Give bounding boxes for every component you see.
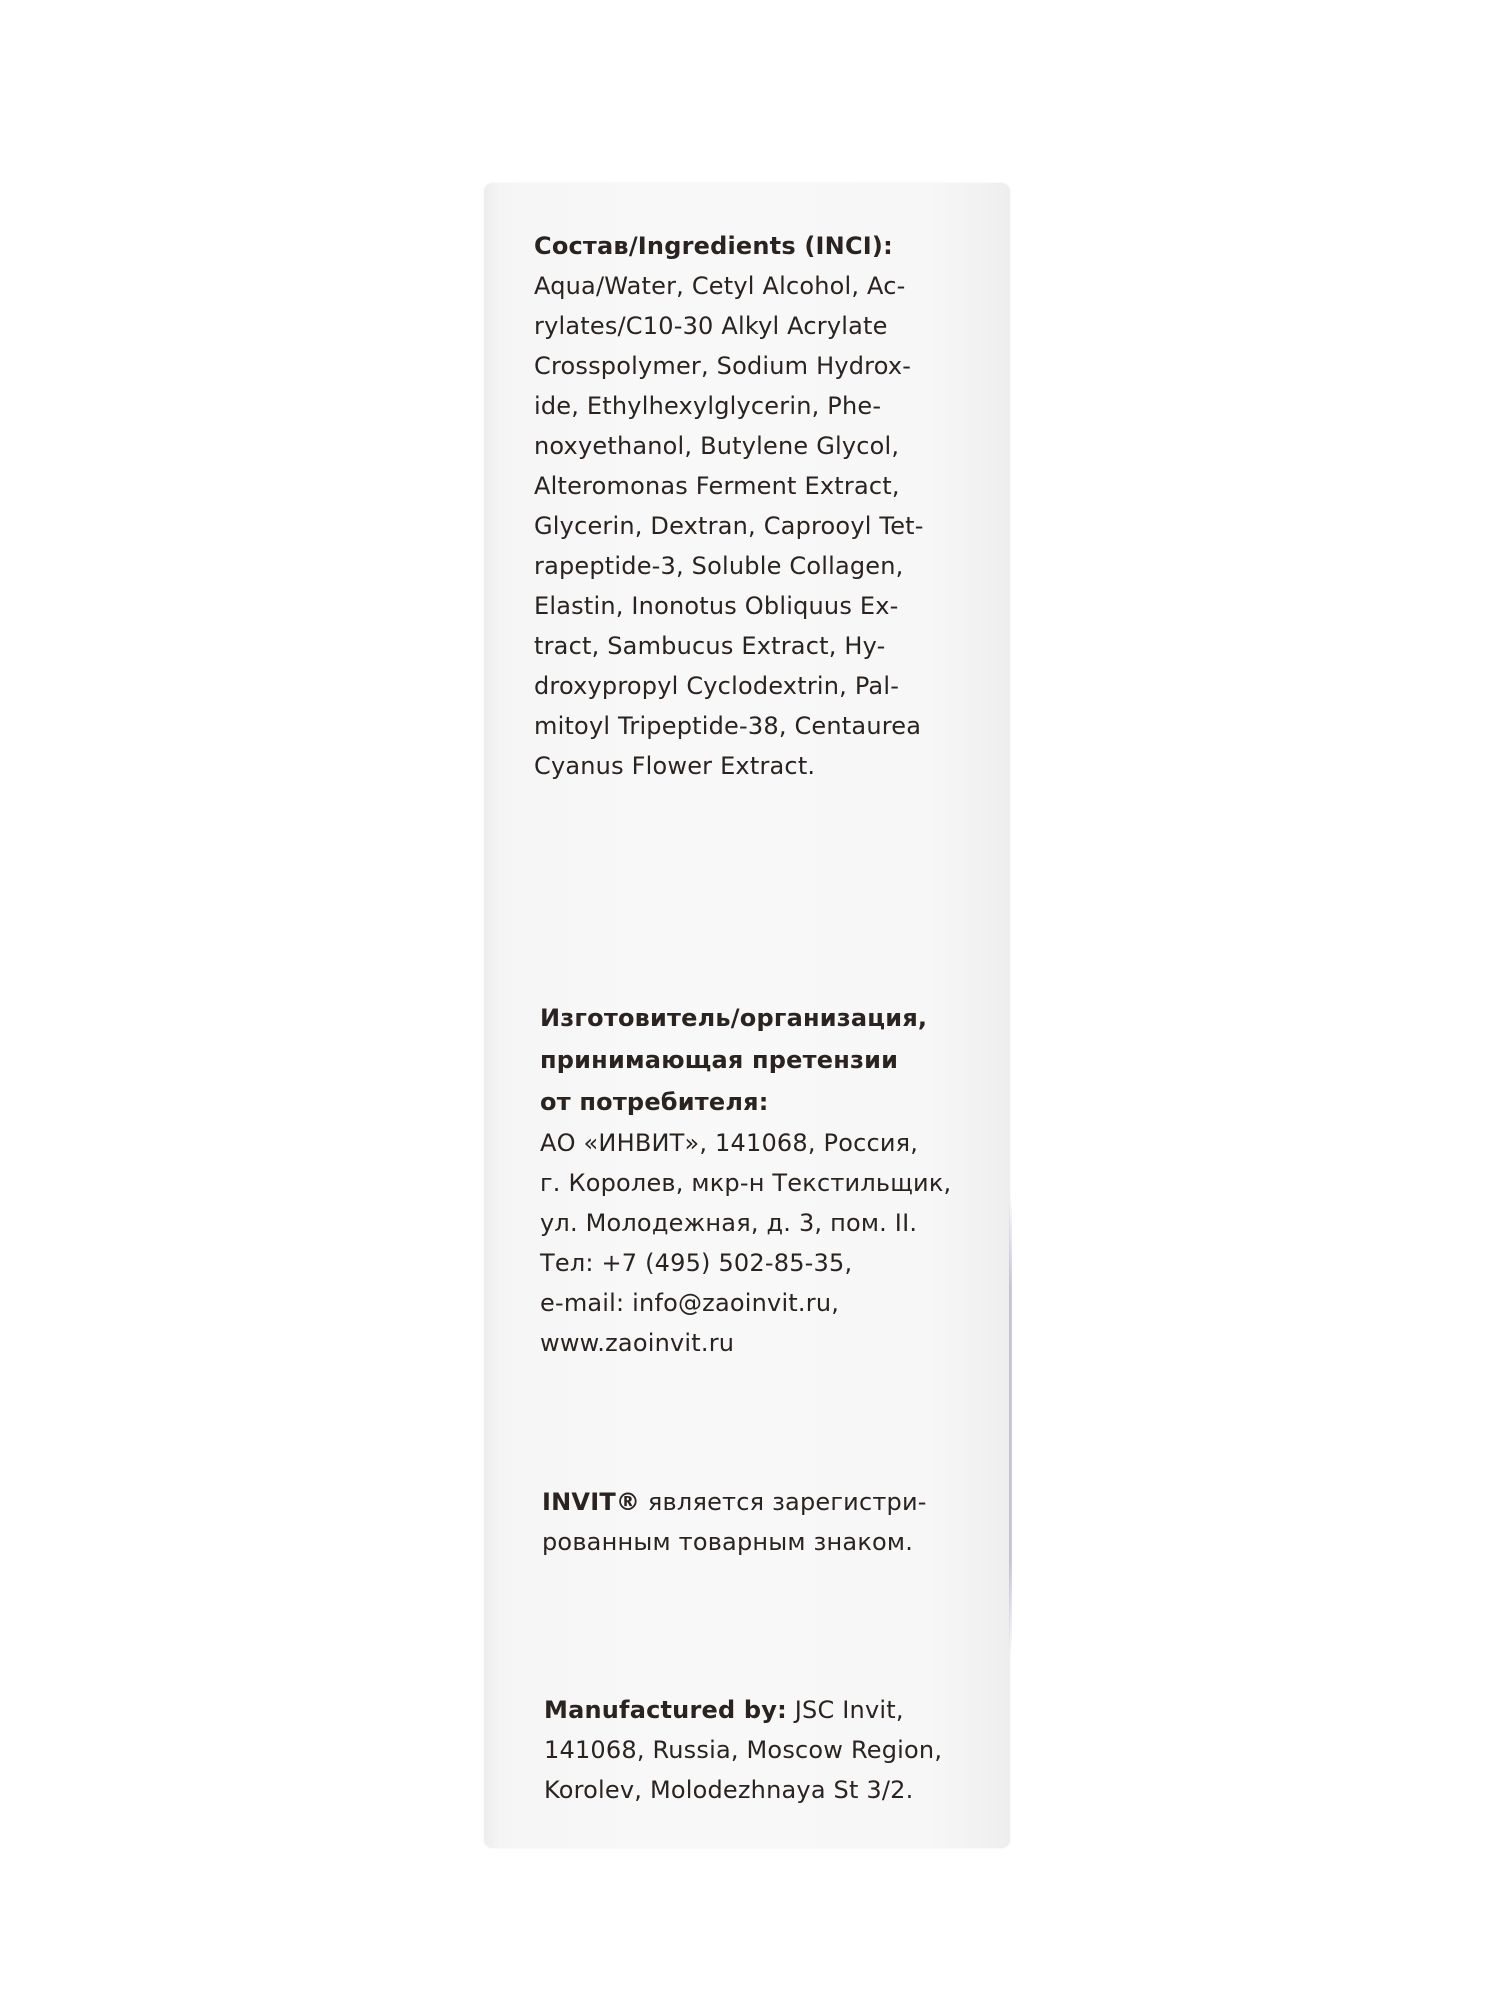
ingredients-line: droxypropyl Cyclodextrin, Pal- <box>534 672 900 700</box>
ingredients-line: Glycerin, Dextran, Caprooyl Tet- <box>534 512 924 540</box>
ingredients-line: rylates/C10-30 Alkyl Acrylate <box>534 312 888 340</box>
ingredients-line: Cyanus Flower Extract. <box>534 752 816 780</box>
manufacturer-title-line: от потребителя: <box>540 1088 769 1116</box>
manufacturer-company: АО «ИНВИТ», 141068, Россия, <box>540 1129 919 1157</box>
ingredients-line: mitoyl Tripeptide-38, Centaurea <box>534 712 922 740</box>
ingredients-line: noxyethanol, Butylene Glycol, <box>534 432 900 460</box>
ingredients-line: Aqua/Water, Cetyl Alcohol, Ac- <box>534 272 906 300</box>
ingredients-line: tract, Sambucus Extract, Hy- <box>534 632 886 660</box>
manufactured-line-3: Korolev, Molodezhnaya St 3/2. <box>544 1776 914 1804</box>
manufacturer-title <box>540 997 980 1123</box>
ingredients-line: Alteromonas Ferment Extract, <box>534 472 900 500</box>
manufacturer-city: г. Королев, мкр-н Текстильщик, <box>540 1169 952 1197</box>
manufacturer-street: ул. Молодежная, д. 3, пом. II. <box>540 1209 918 1237</box>
manufactured-by-section <box>544 1690 984 1810</box>
ingredients-title: Состав/Ingredients (INCI): <box>534 232 893 260</box>
manufacturer-section <box>540 997 980 1363</box>
manufacturer-phone: Тел: +7 (495) 502-85-35, <box>540 1249 853 1277</box>
trademark-brand: INVIT® <box>542 1488 641 1516</box>
ingredients-line: Crosspolymer, Sodium Hydrox- <box>534 352 912 380</box>
ingredients-line: ide, Ethylhexylglycerin, Phe- <box>534 392 882 420</box>
manufacturer-address <box>540 1123 980 1363</box>
trademark-line-1 <box>542 1482 982 1522</box>
trademark-text: является зарегистри- <box>640 1488 927 1516</box>
ingredients-section <box>534 226 964 786</box>
manufacturer-website: www.zaoinvit.ru <box>540 1329 735 1357</box>
manufactured-line-2: 141068, Russia, Moscow Region, <box>544 1736 943 1764</box>
trademark-notice <box>542 1482 982 1562</box>
manufacturer-title-line: принимающая претензии <box>540 1046 899 1074</box>
manufactured-company: JSC Invit, <box>786 1696 904 1724</box>
manufacturer-title-line: Изготовитель/организация, <box>540 1004 928 1032</box>
manufactured-line-1 <box>544 1690 984 1730</box>
manufacturer-email: e-mail: info@zaoinvit.ru, <box>540 1289 840 1317</box>
trademark-line-2: рованным товарным знаком. <box>542 1528 914 1556</box>
ingredients-line: Elastin, Inonotus Obliquus Ex- <box>534 592 899 620</box>
box-edge-shadow <box>1009 1195 1012 1655</box>
ingredients-line: rapeptide-3, Soluble Collagen, <box>534 552 904 580</box>
ingredients-list <box>534 266 964 786</box>
manufactured-by-label: Manufactured by: <box>544 1696 787 1724</box>
